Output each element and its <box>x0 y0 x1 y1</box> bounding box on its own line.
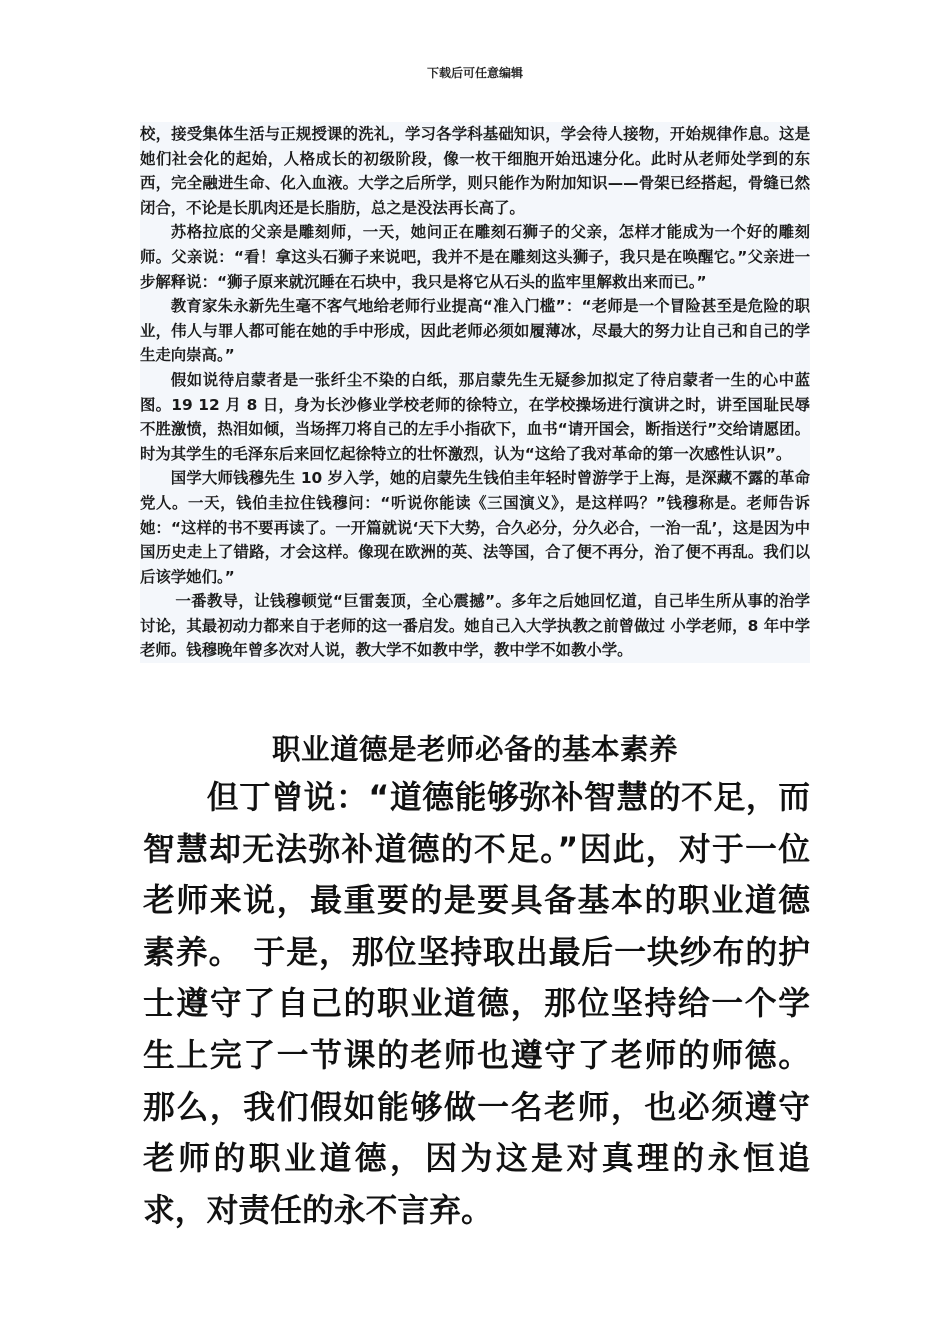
main-text-block <box>143 772 810 1236</box>
paragraph-professional-ethics: 但丁曾说：“道德能够弥补智慧的不足，而智慧却无法弥补道德的不足。”因此，对于一位老师来说，最重要的是要具备基本的职业道德素养。 于是，那位坚持取出最后一块纱布的护士遵守了自己的职业道德，那位坚持给一个学生上完了一节课的老师也遵守了老师的师德。那么，我们假如能够做一名老师，也必须遵守老师的职业道德，因为这是对真理的永恒追求，对责任的永不言弃。 <box>143 779 810 1229</box>
paragraph-xu-teli: 假如说待启蒙者是一张纤尘不染的白纸，那启蒙先生无疑参加拟定了待启蒙者一生的心中蓝图。19 12 月 8 日，身为长沙修业学校老师的徐特立，在学校操场进行演讲之时，讲至国耻民辱不胜激愤，热泪如倾，当场挥刀将自己的左手小指砍下，血书“请开国会，断指送行”交给请愿团。时为其学生的毛泽东后来回忆起徐特立的壮怀激烈，认为“这给了我对革命的第一次感性认识”。 <box>140 370 810 463</box>
paragraph-socrates: 苏格拉底的父亲是雕刻师，一天，她问正在雕刻石狮子的父亲，怎样才能成为一个好的雕刻师。父亲说：“看！拿这头石狮子来说吧，我并不是在雕刻这头狮子，我只是在唤醒它。”父亲进一步解释说：“狮子原来就沉睡在石块中，我只是将它从石头的监牢里解救出来而已。” <box>140 223 810 291</box>
page-header: 下载后可任意编辑 <box>426 66 523 80</box>
paragraph-zhu-yongxin: 教育家朱永新先生毫不客气地给老师行业提高“准入门槛”：“老师是一个冒险甚至是危险的职业，伟人与罪人都可能在她的手中形成，因此老师必须如履薄冰，尽最大的努力让自己和自己的学生走向崇高。” <box>140 297 810 365</box>
paragraph-qian-mu-reflection: 一番教导，让钱穆顿觉“巨雷轰顶，全心震撼”。多年之后她回忆道，自己毕生所从事的治学讨论，其最初动力都来自于老师的这一番启发。她自己入大学执教之前曾做过 小学老师，8 年中学老师。钱穆晚年曾多次对人说，教大学不如教中学，教中学不如教小学。 <box>140 592 810 660</box>
section-title: 职业道德是老师必备的基本素养 <box>271 733 678 766</box>
body-text-block <box>140 122 810 663</box>
paragraph-qian-mu: 国学大师钱穆先生 10 岁入学，她的启蒙先生钱伯圭年轻时曾游学于上海，是深藏不露的革命党人。一天，钱伯圭拉住钱穆问：“听说你能读《三国演义》，是这样吗？”钱穆称是。老师告诉她：“这样的书不要再读了。一开篇就说‘天下大势，合久必分，分久必合，一治一乱’，这是因为中国历史走上了错路，才会这样。像现在欧洲的英、法等国，合了便不再分，治了便不再乱。我们以后该学她们。” <box>140 469 810 586</box>
paragraph-continuation: 校，接受集体生活与正规授课的洗礼，学习各学科基础知识，学会待人接物，开始规律作息。这是她们社会化的起始，人格成长的初级阶段，像一枚干细胞开始迅速分化。此时从老师处学到的东西，完全融进生命、化入血液。大学之后所学，则只能作为附加知识——骨架已经搭起，骨缝已然闭合，不论是长肌肉还是长脂肪，总之是没法再长高了。 <box>140 125 810 217</box>
